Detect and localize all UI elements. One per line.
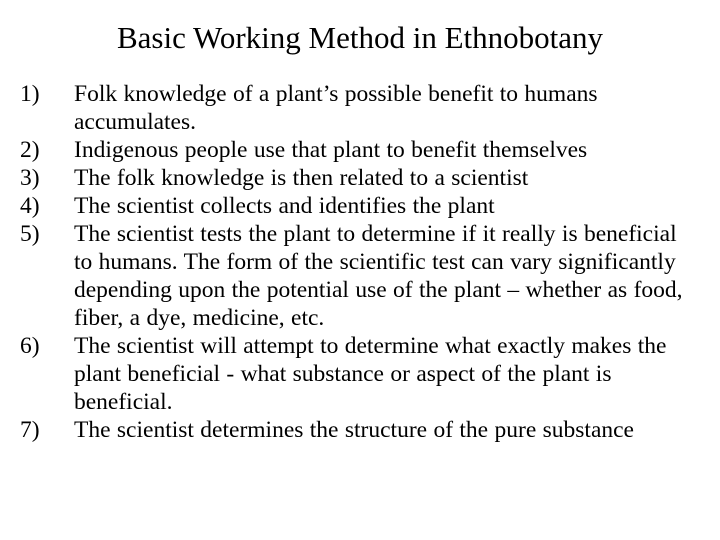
step-text: The folk knowledge is then related to a scientist bbox=[74, 165, 529, 191]
list-item bbox=[20, 164, 700, 192]
step-number: 4) bbox=[20, 193, 40, 219]
step-text: The scientist will attempt to determine what exactly makes the plant beneficial - what substance or aspect of the plant is beneficial. bbox=[74, 333, 667, 415]
step-number: 6) bbox=[20, 333, 40, 359]
step-number: 7) bbox=[20, 417, 40, 443]
step-text: The scientist tests the plant to determine if it really is beneficial to humans. The form of the scientific test can vary significantly depending upon the potential use of the plant – whether as food, fiber, a dye, medicine, etc. bbox=[74, 221, 683, 331]
step-text: The scientist determines the structure of the pure substance bbox=[74, 417, 634, 443]
list-item bbox=[20, 192, 700, 220]
list-item bbox=[20, 136, 700, 164]
list-item bbox=[20, 332, 700, 416]
list-item bbox=[20, 80, 700, 136]
step-text: The scientist collects and identifies the plant bbox=[74, 193, 495, 219]
list-item bbox=[20, 416, 700, 444]
step-number: 5) bbox=[20, 221, 40, 247]
list-item bbox=[20, 220, 700, 332]
step-number: 1) bbox=[20, 81, 40, 107]
step-number: 3) bbox=[20, 165, 40, 191]
step-number: 2) bbox=[20, 137, 40, 163]
steps-list bbox=[20, 80, 700, 444]
slide-title: Basic Working Method in Ethnobotany bbox=[117, 20, 603, 55]
step-text: Indigenous people use that plant to benefit themselves bbox=[74, 137, 588, 163]
step-text: Folk knowledge of a plant’s possible benefit to humans accumulates. bbox=[74, 81, 598, 135]
